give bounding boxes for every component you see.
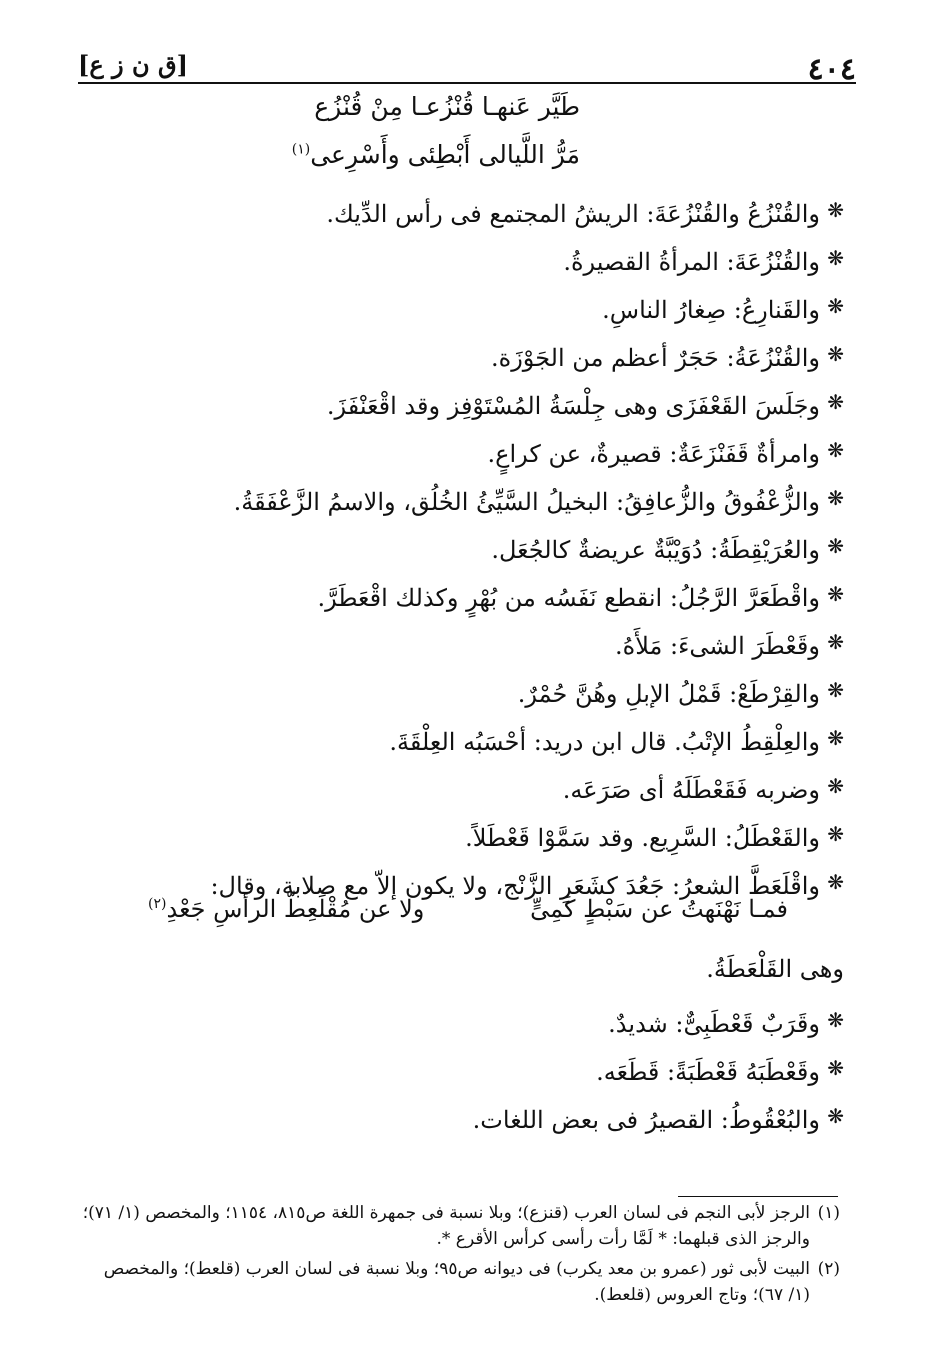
list-item: ❋ واقْطَعَرَّ الرَّجُلُ: انقطع نَفَسُه من بُهْرٍ وكذلك اقْعَطَرَّ. (317, 582, 844, 612)
asterisk-icon: ❋ (827, 246, 844, 270)
poem-continuation: وهى القَلْعَطَةُ. (706, 955, 844, 983)
list-item: ❋ والزُّعْفُوقُ والزُّعافِقُ: البخيلُ السَّيِّئُ الخُلُق، والاسمُ الزَّعْفَقَةُ. (233, 486, 844, 516)
running-head: [ق ن ز ع] (78, 50, 188, 79)
poem-hemistich-right: فمـا نَهْنَهتُ عن سَبْطٍ كَمِىٍّ (530, 895, 788, 923)
list-item: ❋ والبُعْقُوطُ: القصيرُ فى بعض اللغات. (472, 1104, 844, 1134)
list-item: ❋ وجَلَسَ القَعْفَزَى وهى جِلْسَةُ المُسْتَوْفِز وقد اقْعَنْفَزَ. (326, 390, 844, 420)
list-item: ❋ وضربه فَقَعْطَلَهُ أى صَرَعَه. (562, 774, 844, 804)
footnotes (80, 1200, 840, 1312)
footnote-1 (80, 1200, 840, 1252)
asterisk-icon: ❋ (827, 870, 844, 894)
asterisk-icon: ❋ (827, 486, 844, 510)
asterisk-icon: ❋ (827, 1008, 844, 1032)
list-item: ❋ والقِرْطَعْ: قَمْلُ الإبلِ وهُنَّ حُمْرٌ. (517, 678, 844, 708)
page-number: ٤٠٤ (807, 52, 856, 87)
asterisk-icon: ❋ (827, 774, 844, 798)
asterisk-icon: ❋ (827, 438, 844, 462)
list-item: ❋ والقُنْزُعُ والقُنْزُعَةَ: الريشُ المجتمع فى رأس الدِّيك. (326, 198, 844, 228)
footnote-ref-1: (١) (291, 141, 311, 158)
asterisk-icon: ❋ (827, 582, 844, 606)
asterisk-icon: ❋ (827, 390, 844, 414)
page-header (78, 50, 856, 87)
asterisk-icon: ❋ (827, 342, 844, 366)
list-item: ❋ والقُنْزُعَةُ: حَجَرٌ أعظم من الجَوْزَة. (491, 342, 844, 372)
list-item: ❋ واقْلَعَطَّ الشعرُ: جَعُدَ كشَعَرِ الزَّنْج، ولا يكون إلاّ مع صلابة، وقال: (210, 870, 844, 900)
footnote-ref-2: (٢) (148, 896, 167, 912)
list-item: ❋ والقَنارِعُ: صِغارُ الناسِ. (602, 294, 844, 324)
asterisk-icon: ❋ (827, 678, 844, 702)
list-item: ❋ والعِلْقِطُ الإتْبُ. قال ابن دريد: أحْسَبُه العِلْقَةَ. (389, 726, 844, 756)
list-item: ❋ وامرأةٌ قَفَنْزَعَةٌ: قصيرةٌ، عن كراعٍ. (487, 438, 844, 468)
list-item: ❋ والقُنْزُعَةَ: المرأةُ القصيرةُ. (563, 246, 844, 276)
verse-line-1: طَيَّر عَنهـا قُنْزُعـا مِنْ قُنْزُع (314, 92, 580, 121)
asterisk-icon: ❋ (827, 726, 844, 750)
verse-line-2: مَرُّ اللَّيالى أَبْطِئى وأَسْرِعى$^{(١)}$ (291, 140, 580, 169)
asterisk-icon: ❋ (827, 822, 844, 846)
list-item: ❋ والعُرَيْقِطَةُ: دُوَيْبَّةٌ عريضةٌ كالجُعَل. (491, 534, 844, 564)
footnote-text: الرجز لأبى النجم فى لسان العرب (قنزع)؛ وبلا نسبة فى جمهرة اللغة ص٨١٥، ١١٥٤؛ والمخصص (١/ ٧١)؛ والرجز الذى قبلهما: * لَمَّا رأت رأسى كرأس الأقرع *. (82, 1203, 810, 1249)
poem-verse (148, 895, 788, 943)
footnote-number: (١) (817, 1203, 840, 1223)
footnote-number: (٢) (817, 1259, 840, 1279)
header-rule (78, 82, 856, 84)
list-item: ❋ وقَرَبٌ قَعْطَبِىٌّ: شديدٌ. (608, 1008, 844, 1038)
footnote-rule (678, 1196, 838, 1197)
asterisk-icon: ❋ (827, 198, 844, 222)
list-item: ❋ وقَعْطَبَهُ قَعْطَبَةً: قَطَعَه. (596, 1056, 844, 1086)
footnote-2 (80, 1256, 840, 1308)
list-item: ❋ وقَعْطَرَ الشىءَ: مَلأَهُ. (615, 630, 844, 660)
entry-list (84, 190, 844, 910)
asterisk-icon: ❋ (827, 630, 844, 654)
asterisk-icon: ❋ (827, 1104, 844, 1128)
poem-hemistich-left: ولا عن مُقْلَعِطّ الرأسِ جَعْدِ$^{(٢)}$ (148, 895, 425, 923)
entry-list-2 (84, 1000, 844, 1144)
footnote-text: البيت لأبى ثور (عمرو بن معد يكرب) فى ديوانه ص٩٥؛ وبلا نسبة فى لسان العرب (قلعط)؛ والمخصص (١/ ٦٧)؛ وتاج العروس (قلعط). (103, 1259, 810, 1305)
asterisk-icon: ❋ (827, 294, 844, 318)
asterisk-icon: ❋ (827, 1056, 844, 1080)
list-item: ❋ والقَعْطَلُ: السَّرِيع. وقد سَمَّوْا قَعْطَلاً. (465, 822, 844, 852)
asterisk-icon: ❋ (827, 534, 844, 558)
